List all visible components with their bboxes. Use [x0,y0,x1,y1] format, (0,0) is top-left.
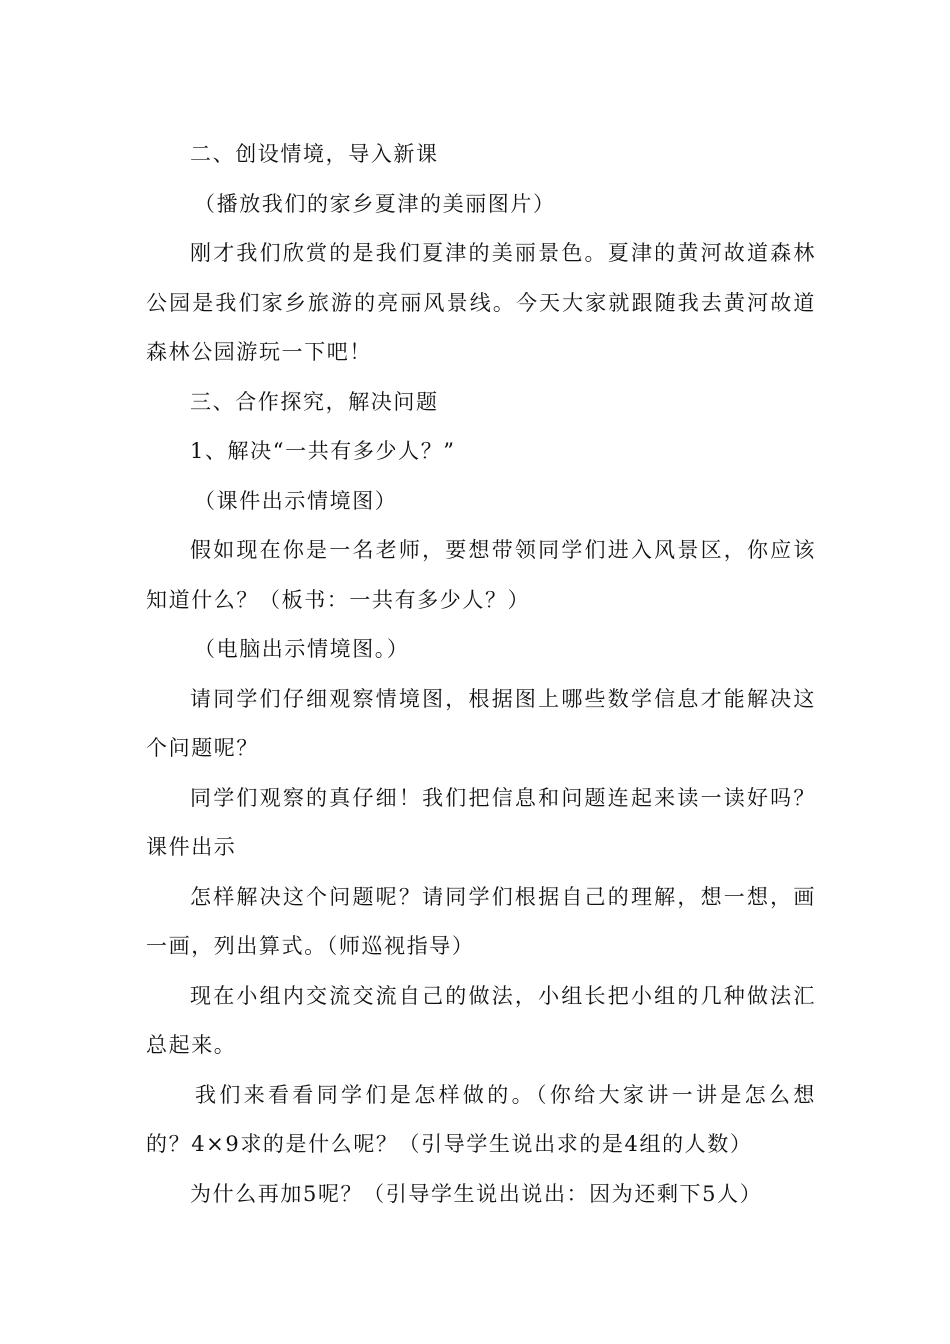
note-courseware: （课件出示情境图） [194,488,398,513]
solve-paragraph: 怎样解决这个问题呢？请同学们根据自己的理解，想一想，画一画，列出算式。（师巡视指导） [146,884,816,958]
section-heading-three: 三、合作探究，解决问题 [190,389,439,414]
observe-paragraph: 请同学们仔细观察情境图，根据图上哪些数学信息才能解决这个问题呢？ [146,686,816,760]
praise-paragraph: 同学们观察的真仔细！我们把信息和问题连起来读一读好吗？课件出示 [146,785,816,859]
document-body [146,130,816,1219]
teacher-question-paragraph: 假如现在你是一名老师，要想带领同学们进入风景区，你应该知道什么？（板书：一共有多少人？） [146,538,816,612]
subheading-one: 1、解决“一共有多少人？” [190,439,456,463]
group-paragraph: 现在小组内交流交流自己的做法，小组长把小组的几种做法汇总起来。 [146,983,816,1057]
why-paragraph: 为什么再加5呢？（引导学生说出说出：因为还剩下5人） [190,1181,763,1206]
note-play-pictures: （播放我们的家乡夏津的美丽图片） [194,191,556,216]
section-heading-two: 二、创设情境，导入新课 [190,142,439,166]
intro-paragraph: 刚才我们欣赏的是我们夏津的美丽景色。夏津的黄河故道森林公园是我们家乡旅游的亮丽风景线。今天大家就跟随我去黄河故道森林公园游玩一下吧！ [146,241,816,364]
note-computer: （电脑出示情境图。） [194,637,410,661]
review-paragraph: 我们来看看同学们是怎样做的。（你给大家讲一讲是怎么想的？4×9求的是什么呢？（引导学生说出求的是4组的人数） [146,1082,816,1156]
